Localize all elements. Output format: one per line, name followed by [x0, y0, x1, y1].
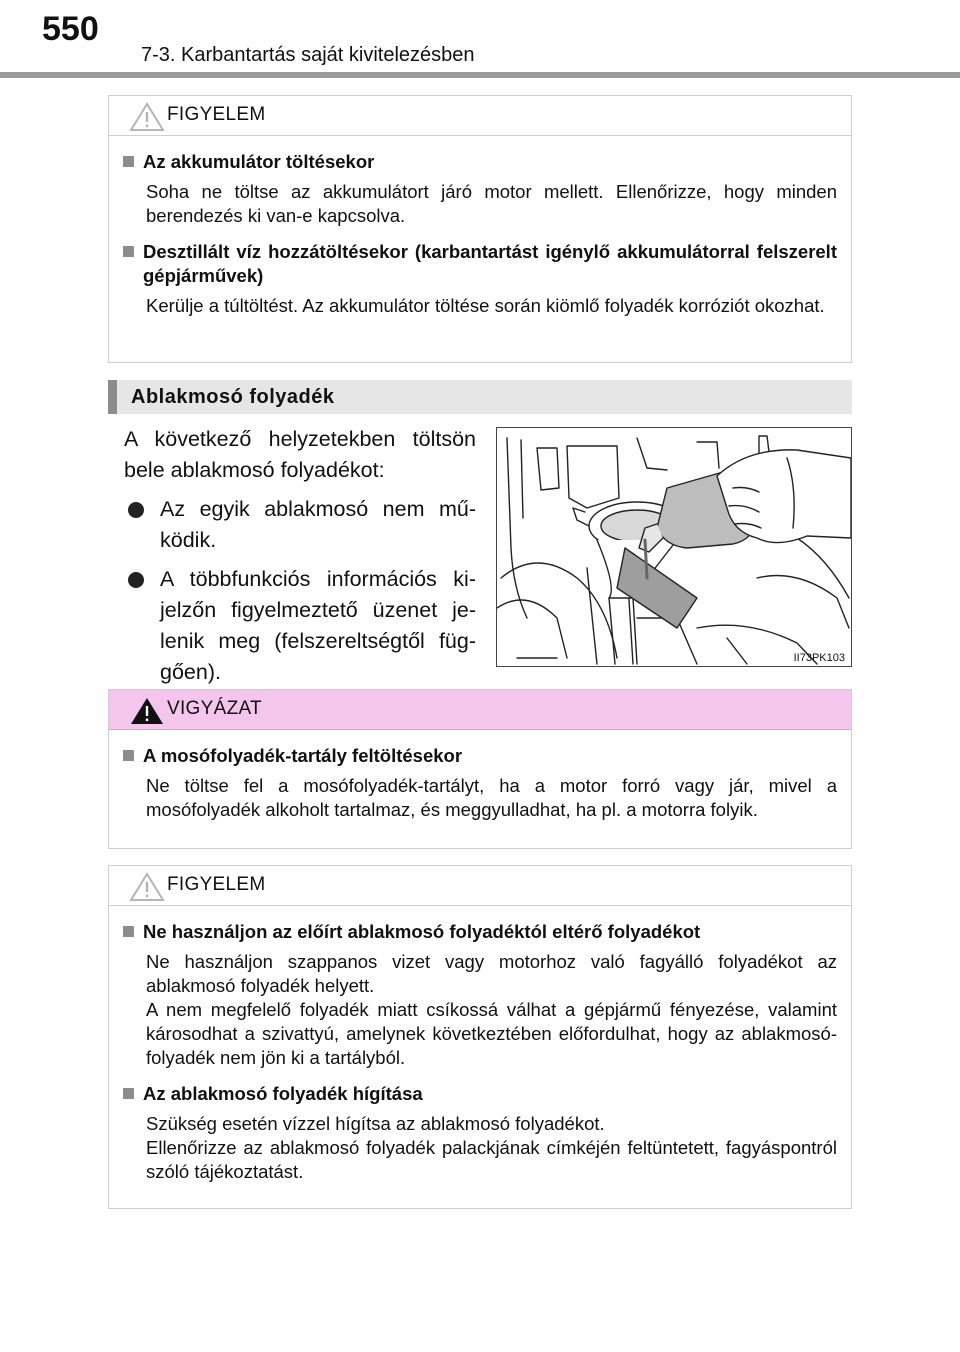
item-text: Ne töltse fel a mosófolyadék-tartályt, ha a motor forró vagy jár, mivel a mosófolyadék alkoholt tartalmaz, és meggyulladhat, ha pl. a motorra folyik.	[146, 775, 837, 820]
intro-text: A következő helyzetekben töltsön bele ablakmosó folyadékot:	[124, 427, 476, 482]
notice-item	[123, 240, 837, 318]
funnel-pouring-illustration	[497, 428, 851, 666]
item-text	[123, 950, 837, 1070]
washer-intro	[124, 424, 476, 688]
square-bullet-icon	[123, 246, 134, 257]
square-bullet-icon	[123, 156, 134, 167]
item-line: Ne használjon szappanos vizet vagy motorhoz való fagyálló folyadékot az ablakmosó folyadék helyett.	[146, 951, 837, 996]
caution-label: VIGYÁZAT	[167, 698, 262, 719]
item-title: Az ablakmosó folyadék hígítása	[143, 1083, 423, 1104]
item-title: Desztillált víz hozzátöltésekor (karbantartást igénylő akkumulátorral felszerelt gépjárművek)	[143, 241, 837, 286]
item-line: A nem megfelelő folyadék miatt csíkossá válhat a gépjármű fényezése, valamint károsodhat a szivattyú, amelynek következtében előfordulhat, hogy az ablakmosó-folyadék nem jön ki a tartályból.	[146, 999, 837, 1068]
washer-fill-illustration	[496, 427, 852, 667]
caution-header	[109, 690, 851, 730]
bullet-item	[124, 564, 476, 688]
square-bullet-icon	[123, 1088, 134, 1099]
image-code: II73PK103	[793, 652, 845, 664]
item-text	[123, 1112, 837, 1184]
item-title: Az akkumulátor töltésekor	[143, 151, 375, 172]
item-line: Ellenőrizze az ablakmosó folyadék palackjának címkéjén feltüntetett, fagyáspontról szóló tájékoztatást.	[146, 1137, 837, 1182]
warning-triangle-icon	[129, 872, 165, 902]
bullet-item	[124, 494, 476, 556]
item-line: Szükség esetén vízzel hígítsa az ablakmosó folyadékot.	[146, 1113, 605, 1134]
square-bullet-icon	[123, 750, 134, 761]
header-rule	[0, 72, 960, 78]
caution-item	[123, 744, 837, 822]
page-number: 550	[42, 10, 99, 48]
notice-label: FIGYELEM	[167, 874, 266, 895]
notice-header	[109, 866, 851, 906]
notice-item	[123, 1082, 837, 1184]
square-bullet-icon	[123, 926, 134, 937]
item-title: Ne használjon az előírt ablakmosó folyadéktól eltérő folyadékot	[143, 921, 701, 942]
bullet-text: Az egyik ablakmosó nem mű-ködik.	[160, 497, 476, 552]
bullet-text: A többfunkciós információs ki-jelzőn figyelmeztető üzenet je-lenik meg (felszereltségtől füg-gően).	[160, 567, 476, 684]
caution-box	[108, 689, 852, 849]
notice-item	[123, 150, 837, 228]
item-title: A mosófolyadék-tartály feltöltésekor	[143, 745, 463, 766]
round-bullet-icon	[128, 572, 144, 588]
round-bullet-icon	[128, 502, 144, 518]
notice-header	[109, 96, 851, 136]
item-text: Soha ne töltse az akkumulátort járó motor mellett. Ellenőrizze, hogy minden berendezés ki van-e kapcsolva.	[146, 181, 837, 226]
item-text: Kerülje a túltöltést. Az akkumulátor töltése során kiömlő folyadék korróziót okozhat.	[146, 295, 825, 316]
section-heading	[108, 380, 852, 414]
notice-box-battery	[108, 95, 852, 363]
section-title: 7-3. Karbantartás saját kivitelezésben	[141, 44, 475, 66]
caution-triangle-icon	[129, 696, 165, 726]
section-heading-text: Ablakmosó folyadék	[131, 386, 335, 408]
notice-label: FIGYELEM	[167, 104, 266, 125]
warning-triangle-icon	[129, 102, 165, 132]
notice-box-washer	[108, 865, 852, 1209]
notice-item	[123, 920, 837, 1070]
